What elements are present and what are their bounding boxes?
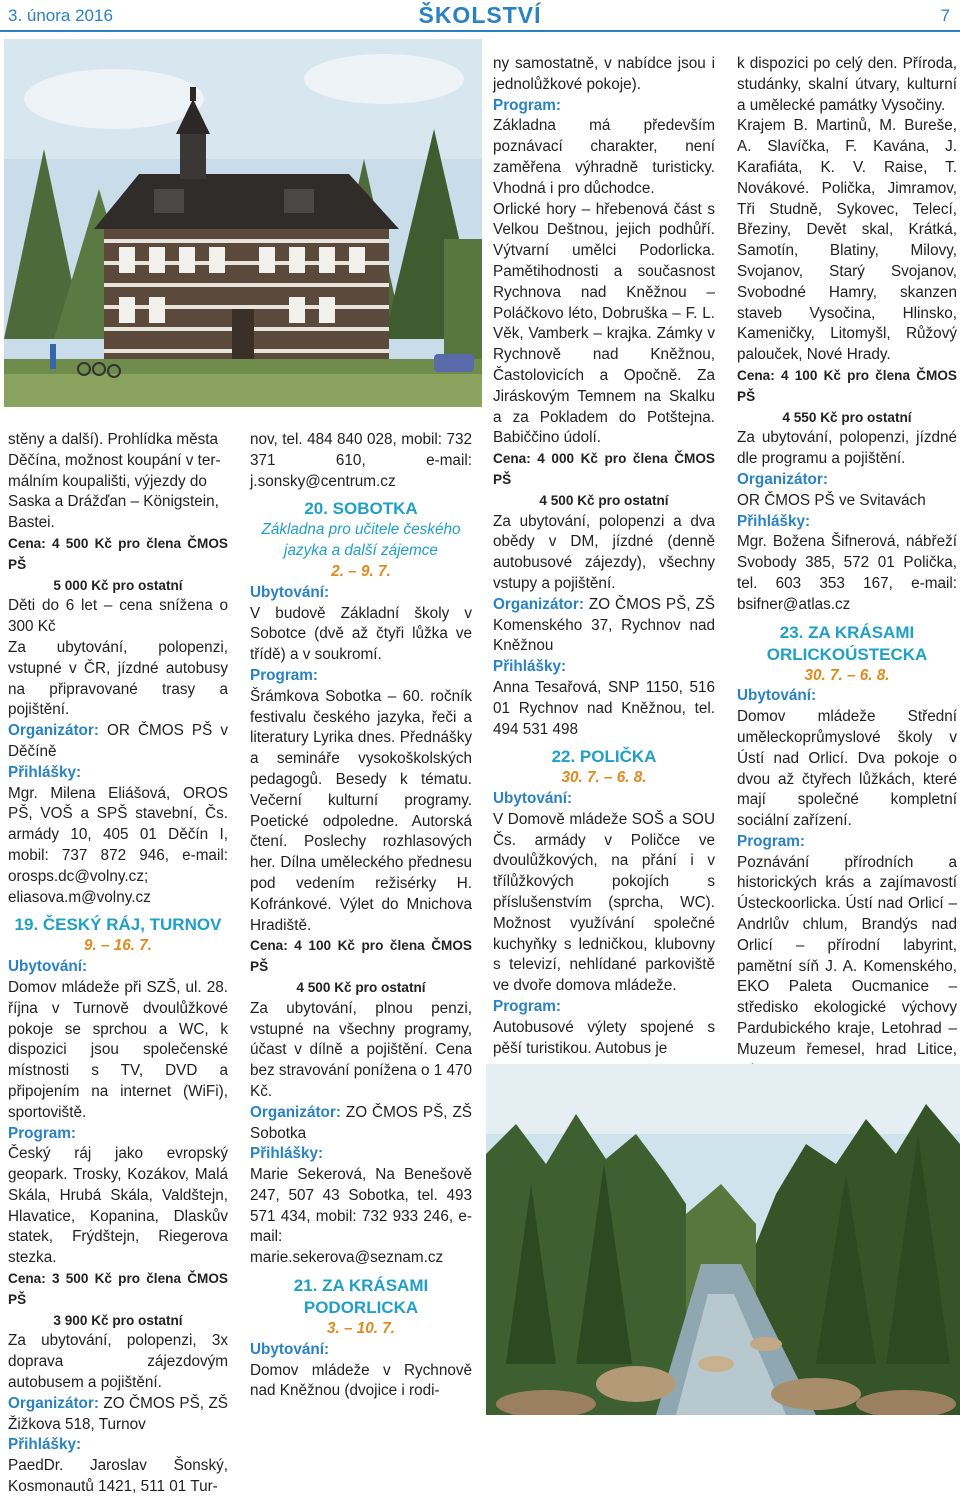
contact-text: nov, tel. 484 840 028, mobil: 732 371 610, e-mail: j.sonsky@centrum.cz [250, 431, 472, 490]
price-member: Cena: 4 000 Kč pro člena ČMOS PŠ [493, 451, 715, 487]
program-value: Šrámkova Sobotka – 60. ročník festivalu českého jazyka, řeči a literatury Lyrika dnes. Přednášky a semináře vysokoškolských pedagogů. Besedy k tématu. Večerní kulturní programy. Poetické odpoledne. Autorská čtení. Poslechy rozhlasových her. Dílna uměleckého přednesu pod vedením režisérky H. Kofránkové. Výlet do Mnichova Hradiště. [250, 687, 472, 934]
accommodation-value: V Domově mládeže SOŠ a SOU Čs. armády v Poličce ve dvoulůžkových, na přání i v třílůžkových pokojích s příslušenstvím (sprcha, WC). Možnost využívání společné kuchyňky s ledničkou, klubovny s televizí, nehlídané parkoviště ve dvoře domova mládeže. [493, 810, 715, 995]
program-label: Program: [493, 998, 561, 1016]
places-text: Krajem B. Martinů, M. Bureše, A. Slavíčka, F. Kavána, J. Karafiáta, K. V. Raise, T. Novákové. Polička, Jimramov, Tři Studně, Sykovec, Telecí, Březiny, Devět skal, Krátká, Samotín, Blatiny, Milovy, Svojanov, Starý Svojanov, Svobodné Hamry, skanzen staveb Vysočina, Hlinsko, Kameničky, Litomyšl, Růžový palouček, Nové Hrady. [737, 117, 957, 364]
event-heading: 19. ČESKÝ RÁJ, TURNOV [14, 915, 222, 935]
event-heading: 23. ZA KRÁSAMI [779, 622, 915, 642]
applications-value: PaedDr. Jaroslav Šonský, Kosmonautů 1421, 511 01 Tur- [8, 1457, 228, 1496]
price-member: Cena: 4 500 Kč pro člena ČMOS PŠ [8, 535, 228, 572]
event-subtitle: Základna pro učitele českého jazyka a další zájemce [261, 521, 461, 560]
event-heading-2: ORLICKOÚSTECKA [766, 644, 928, 664]
page-number: 7 [940, 6, 950, 25]
organizer-value: OR ČMOS PŠ ve Svitavách [737, 491, 926, 509]
price-member: Cena: 4 100 Kč pro člena ČMOS PŠ [250, 938, 472, 975]
accommodation-label: Ubytování: [737, 687, 817, 705]
event-date: 3. – 10. 7. [326, 1320, 396, 1338]
includes-text: Za ubytování, plnou penzi, vstupné na všechny programy, účast v dílně a pojištění. Cena bez stravování ponížena o 1 470 Kč. [250, 999, 472, 1100]
chalet-photo [4, 39, 482, 407]
price-other: 4 550 Kč pro ostatní [782, 409, 912, 425]
column-2 [250, 430, 472, 1402]
organizer-label: Organizátor: [737, 470, 828, 488]
organizer-label: Organizátor: [493, 595, 584, 613]
accommodation-label: Ubytování: [250, 583, 330, 601]
includes-text: Za ubytování, polopenzi a dva obědy v DM, jízdné (denně autobusové zájezdy), všechny vstupy a pojištění. [493, 512, 715, 592]
price-member: Cena: 4 100 Kč pro člena ČMOS PŠ [737, 367, 957, 404]
text: ny samostatně, v nabídce jsou i jednolůžkové pokoje). [493, 55, 715, 93]
event-heading: 20. SOBOTKA [304, 499, 418, 519]
organizer-label: Organizátor: [8, 1394, 99, 1412]
accommodation-value: Domov mládeže v Rychnově nad Kněžnou (dvojice i rodi- [250, 1361, 472, 1400]
section-title: ŠKOLSTVÍ [418, 2, 542, 28]
event-heading: 22. POLIČKA [551, 747, 657, 767]
applications-value: Mgr. Milena Eliášová, OROS PŠ, VOŠ a SPŠ stavební, Čs. armády 10, 405 01 Děčín I, mobil: 737 872 946, e-mail: orosps.dc@volny.cz; eliasova.m@volny.cz [8, 784, 228, 906]
text-line: stěny a další). Prohlídka města [8, 431, 219, 448]
accommodation-value: V budově Základní školy v Sobotce (dvě až čtyři lůžka ve třídě) a v soukromí. [250, 604, 472, 664]
applications-label: Přihlášky: [493, 658, 567, 676]
event-date: 9. – 16. 7. [83, 937, 153, 955]
column-3 [493, 54, 715, 1059]
program-label: Program: [737, 832, 805, 850]
includes-text: Za ubytování, polopenzi, jízdné dle programu a pojištění. [737, 429, 957, 468]
includes-text: Za ubytování, polopenzi, vstupné v ČR, jízdné autobusy na připravované trasy a pojištění. [8, 638, 228, 719]
applications-value: Marie Sekerová, Na Benešově 247, 507 43 Sobotka, tel. 493 571 434, mobil: 732 933 246, e-mail: marie.sekerova@seznam.cz [250, 1166, 472, 1267]
accommodation-value: Domov mládeže Střední uměleckoprůmyslové školy v Ústí nad Orlicí. Dva pokoje o dvou až čtyřech lůžkách, které mají společné kompletní sociální zařízení. [737, 708, 957, 830]
organizer-value: OR ČMOS PŠ v Děčíně [8, 722, 229, 760]
text-line: Saska a Drážďan – Königstein, [8, 493, 219, 511]
applications-label: Přihlášky: [737, 512, 811, 530]
organizer-label: Organizátor: [8, 722, 99, 740]
program-label: Program: [493, 96, 561, 114]
applications-label: Přihlášky: [250, 1145, 324, 1163]
applications-label: Přihlášky: [8, 763, 82, 781]
program-value: Základna má především poznávací charakter, není zaměřena výhradně turisticky. Vhodná i pro důchodce. [493, 117, 715, 197]
event-heading-2: PODORLICKA [303, 1298, 419, 1318]
discount-text: Děti do 6 let – cena snížena o 300 Kč [8, 597, 228, 636]
text-line: Děčína, možnost koupání v ter- [8, 451, 221, 469]
header-rule [0, 30, 960, 32]
price-other: 4 500 Kč pro ostatní [539, 492, 669, 508]
applications-value: Mgr. Božena Šifnerová, nábřeží Svobody 385, 572 01 Polička, tel. 603 353 167, e-mail: bsifner@atlas.cz [737, 533, 957, 613]
accommodation-label: Ubytování: [8, 958, 88, 976]
program-value: Český ráj jako evropský geopark. Trosky, Kozákov, Malá Skála, Hrubá Skála, Valdštejn, Hlavatice, Kopanina, Dlaskův statek, Frýdštejn, Riegerova stezka. [8, 1145, 228, 1267]
applications-value: Anna Tesařová, SNP 1150, 516 01 Rychnov nad Kněžnou, tel. 494 531 498 [493, 678, 715, 738]
program-value-2: Orlické hory – hřebenová část s Velkou Deštnou, jejich podhůří. Výtvarní umělci Podorlicka. Pamětihodnosti a současnost Rychnova nad Kněžnou – Poláčkovo léto, Dobruška – F. L. Věk, Vamberk – krajka. Zámky v Rychnově nad Kněžnou, Častolovicích a Opočně. Za Jiráskovým Temnem na Skalku a za Pokladem do Potštejna. Babiččino údolí. [493, 200, 715, 447]
text: k dispozici po celý den. Příroda, studánky, skalní útvary, kulturní a umělecké památky Vysočiny. [737, 55, 957, 114]
accommodation-value: Domov mládeže při SZŠ, ul. 28. října v Turnově dvoulůžkové pokoje se sprchou a WC, k dispozici jsou společenské místnosti s TV, DVD a připojením na internet (WiFi), sportoviště. [8, 978, 228, 1121]
organizer-value: ZO ČMOS PŠ, ZŠ Žižkova 518, Turnov [8, 1394, 228, 1433]
applications-label: Přihlášky: [8, 1436, 82, 1454]
program-label: Program: [8, 1124, 76, 1142]
event-heading: 21. ZA KRÁSAMI [293, 1276, 429, 1296]
organizer-value: ZO ČMOS PŠ, ZŠ Sobotka [250, 1103, 472, 1142]
text-line: málním koupališti, výjezdy do [8, 472, 207, 490]
event-date: 30. 7. – 6. 8. [561, 769, 647, 787]
column-1 [8, 430, 228, 1498]
river-photo [486, 1064, 960, 1415]
event-date: 2. – 9. 7. [331, 562, 391, 580]
price-other: 5 000 Kč pro ostatní [53, 577, 183, 593]
issue-date: 3. února 2016 [8, 6, 113, 25]
price-other: 3 900 Kč pro ostatní [53, 1312, 183, 1328]
accommodation-label: Ubytování: [493, 790, 573, 808]
price-member: Cena: 3 500 Kč pro člena ČMOS PŠ [8, 1271, 228, 1307]
organizer-value: ZO ČMOS PŠ, ZŠ Komenského 37, Rychnov nad Kněžnou [493, 595, 715, 655]
includes-text: Za ubytování, polopenzi, 3x doprava zájezdovým autobusem a pojištění. [8, 1332, 228, 1392]
text-line: Bastei. [8, 514, 55, 532]
price-other: 4 500 Kč pro ostatní [296, 979, 426, 995]
program-value: Poznávání přírodních a historických krás a zajímavostí Ústeckoorlicka. Ústí nad Orlicí – Andrlův chlum, Brandýs nad Orlicí – přírodní labyrint, pamětní síň J. A. Komenského, EKO Paleta Oucmanice – středisko ekologické výchovy Pardubického kraje, Letohrad – Muzeum řemesel, hrad Litice, [737, 853, 957, 1058]
accommodation-label: Ubytování: [250, 1340, 330, 1358]
program-value: Autobusové výlety spojené s pěší turistikou. Autobus je [493, 1018, 715, 1057]
column-4 [737, 54, 957, 1081]
event-date: 30. 7. – 6. 8. [804, 666, 890, 684]
organizer-label: Organizátor: [250, 1103, 341, 1121]
program-label: Program: [250, 666, 318, 684]
